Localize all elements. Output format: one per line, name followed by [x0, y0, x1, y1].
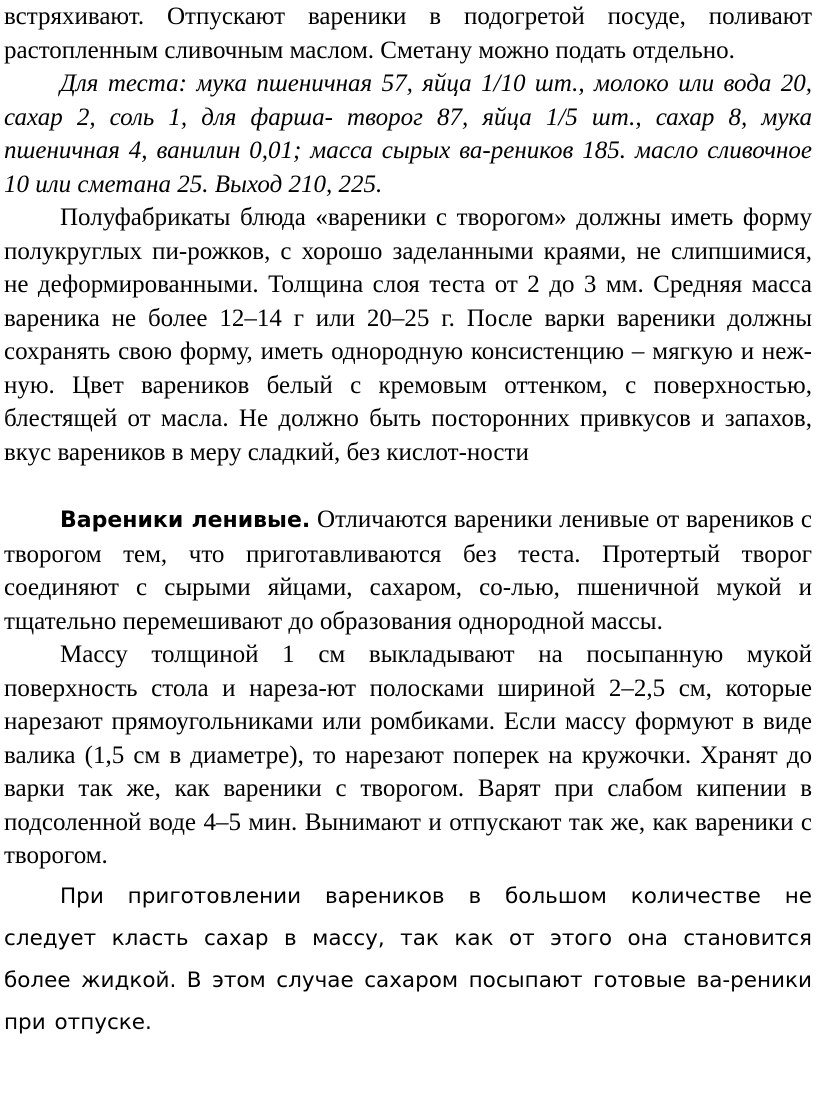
paragraph-shaping: Массу толщиной 1 см выкладывают на посыпанную мукой поверхность стола и нареза-ют полосками шириной 2–2,5 см, которые нарезают прямоугольниками или ромбиками. Если массу формуют в виде валика (1,5 см в диаметре), то нарезают поперек на кружочки. Хранят до варки так же, как вареники с творогом. Варят при слабом кипении в подсоленной воде 4–5 мин. Вынимают и отпускают так же, как вареники с творогом. [4, 641, 812, 869]
paragraph-sugar-note: При приготовлении вареников в большом количестве не следует класть сахар в массу, так как от этого она становится более жидкой. В этом случае сахаром посыпают готовые ва-реники при отпуске. [4, 883, 812, 1035]
paragraph-serving: встряхивают. Отпускают вареники в подогретой посуде, поливают растопленным сливочным маслом. Сметану можно подать отдельно. [4, 3, 812, 64]
section-title: Вареники ленивые. [60, 508, 311, 533]
paragraph-lazy-vareniki-text: Отличаются вареники ленивые от вареников с творогом тем, что приготавливаются без теста. Протертый творог соединяют с сырыми яйцами, сахаром, со-лью, пшеничной мукой и тщательно перемешивают до образования однородной массы. [4, 506, 813, 635]
paragraph-ingredients: Для теста: мука пшеничная 57, яйца 1/10 шт., молоко или вода 20, сахар 2, соль 1, для фарша- творог 87, яйца 1/5 шт., сахар 8, мука пшеничная 4, ванилин 0,01; масса сырых ва-реников 185. масло сливочное 10 или сметана 25. Выход 210, 225. [4, 70, 812, 198]
document-page [4, 0, 812, 1044]
paragraph-gap [4, 469, 812, 503]
paragraph-quality-requirements: Полуфабрикаты блюда «вареники с творогом» должны иметь форму полукруглых пи-рожков, с хорошо заделанными краями, не слипшимися, не деформированными. Толщина слоя теста от 2 до 3 мм. Средняя масса вареника не более 12–14 г или 20–25 г. После варки вареники должны сохранять свою форму, иметь однородную консистенцию – мягкую и неж-ную. Цвет вареников белый с кремовым оттенком, с поверхностью, блестящей от масла. Не должно быть посторонних привкусов и запахов, вкус вареников в меру сладкий, без кислот-ности [4, 204, 812, 466]
paragraph-lazy-vareniki [4, 503, 812, 638]
